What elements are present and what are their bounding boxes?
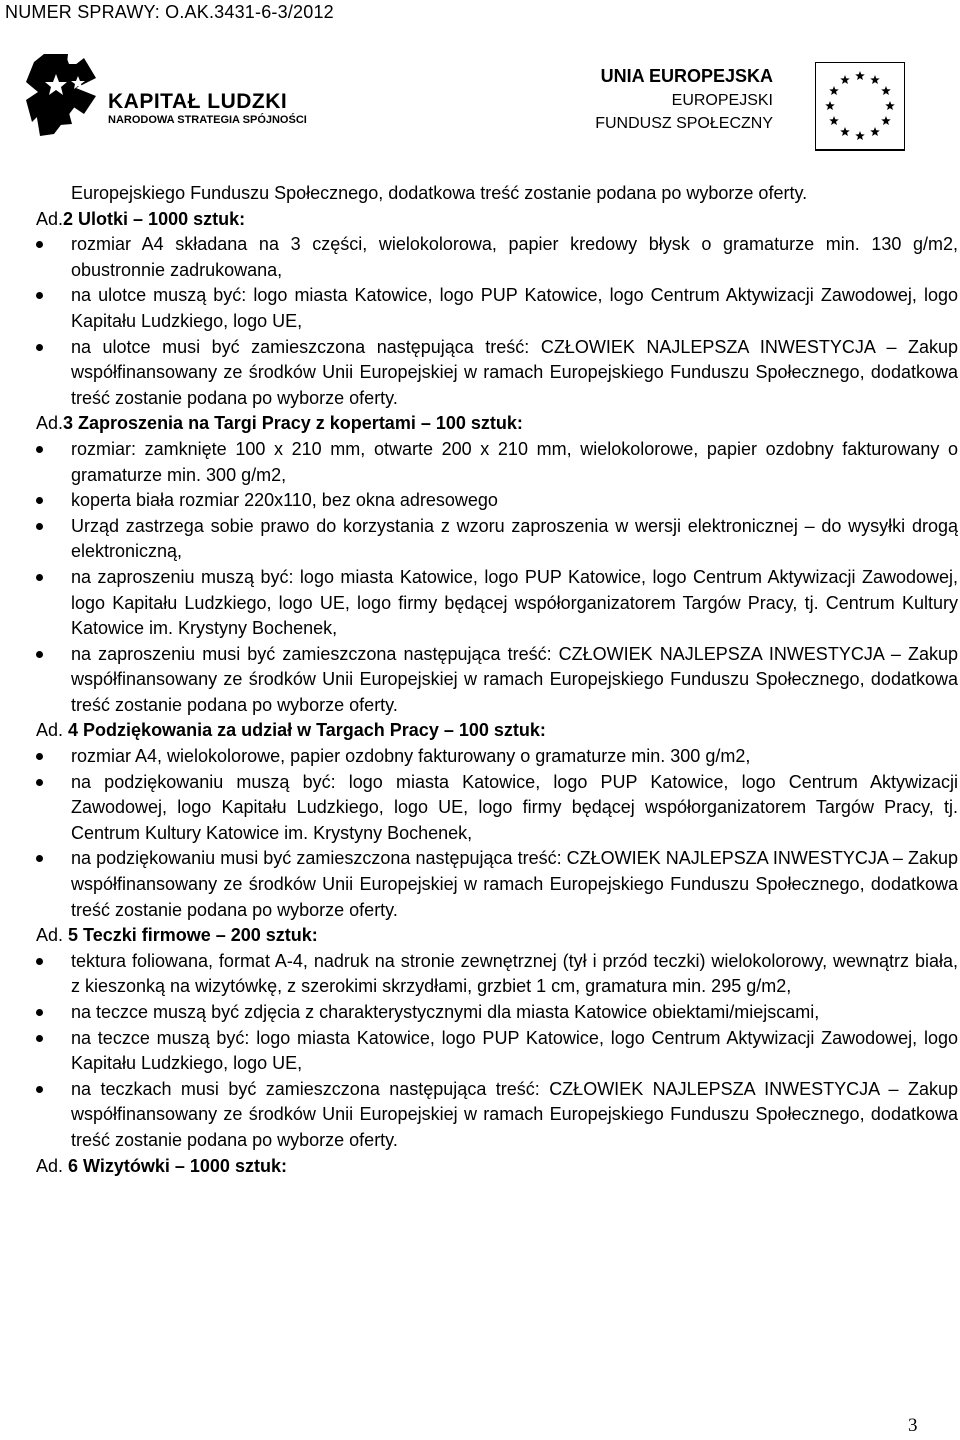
list-item [36, 488, 958, 514]
bullet-icon [36, 523, 43, 530]
list-item-text: rozmiar A4 składana na 3 części, wielokolorowa, papier kredowy błysk o gramaturze min. 130 g/m2, obustronnie zadrukowana, [71, 234, 958, 280]
list-item-text: tektura foliowana, format A-4, nadruk na stronie zewnętrznej (tył i przód teczki) wielokolorowy, wewnątrz biała, z kieszonką na wizytówkę, z szerokimi skrzydłami, grzbiet 1 cm, gramatura min. 295 g/m2, [71, 950, 958, 997]
eu-title: UNIA EUROPEJSKA [600, 66, 773, 86]
list-item [36, 232, 958, 283]
bullet-icon [36, 1035, 43, 1042]
case-number: NUMER SPRAWY: O.AK.3431-6-3/2012 [5, 2, 334, 22]
bullet-icon [36, 958, 43, 965]
list-item-text: na podziękowaniu musi być zamieszczona następująca treść: CZŁOWIEK NAJLEPSZA INWESTYCJA – Zakup współfinansowany ze środków Unii Europejskiej w ramach Europejskiego Funduszu Społecznego, dodatkowa treść zostanie podana po wyborze oferty. [71, 848, 958, 920]
kapital-ludzki-logo [26, 52, 326, 142]
eu-logo [583, 62, 913, 152]
section-heading [36, 718, 958, 744]
list-item [36, 949, 958, 1000]
bullet-icon [36, 241, 43, 248]
section-prefix: Ad. [36, 208, 64, 229]
list-item [36, 283, 958, 334]
list-item-text: na ulotce musi być zamieszczona następująca treść: CZŁOWIEK NAJLEPSZA INWESTYCJA – Zakup współfinansowany ze środków Unii Europejskiej w ramach Europejskiego Funduszu Społecznego, dodatkowa treść zostanie podana po wyborze oferty. [71, 336, 958, 408]
list-item-text: na zaproszeniu musi być zamieszczona następująca treść: CZŁOWIEK NAJLEPSZA INWESTYCJA – Zakup współfinansowany ze środków Unii Europejskiej w ramach Europejskiego Funduszu Społecznego, dodatkowa treść zostanie podana po wyborze oferty. [71, 643, 958, 715]
eu-line-1: EUROPEJSKI [671, 92, 773, 109]
list-item [36, 1026, 958, 1077]
section-prefix: Ad. [36, 925, 64, 946]
list-item [36, 335, 958, 412]
bullet-icon [36, 344, 43, 351]
section-title: 2 Ulotki – 1000 sztuk: [63, 208, 246, 229]
list-item [36, 1077, 958, 1154]
bullet-icon [36, 1086, 43, 1093]
page-number: 3 [908, 1415, 918, 1436]
list-item [36, 565, 958, 642]
list-item [36, 1000, 958, 1026]
bullet-icon [36, 1009, 43, 1016]
section-heading [36, 411, 958, 437]
section-title: 5 Teczki firmowe – 200 sztuk: [63, 925, 318, 946]
list-item-text: na teczce muszą być zdjęcia z charakterystycznymi dla miasta Katowice obiektami/miejscami, [71, 1002, 820, 1022]
list-item-text: rozmiar: zamknięte 100 x 210 mm, otwarte 200 x 210 mm, wielokolorowe, papier ozdobny fakturowany o gramaturze min. 300 g/m2, [71, 438, 958, 485]
section-title: 6 Wizytówki – 1000 sztuk: [63, 1155, 287, 1176]
section-prefix: Ad. [36, 720, 64, 741]
list-item [36, 642, 958, 719]
list-item-text: na teczce muszą być: logo miasta Katowice, logo PUP Katowice, logo Centrum Aktywizacji Zawodowej, logo Kapitału Ludzkiego, logo UE, [71, 1027, 958, 1074]
bullet-icon [36, 651, 43, 658]
eu-line-2: FUNDUSZ SPOŁECZNY [595, 115, 773, 132]
kapital-ludzki-emblem [26, 52, 106, 140]
bullet-icon [36, 855, 43, 862]
bullet-icon [36, 446, 43, 453]
list-item-text: Urząd zastrzega sobie prawo do korzystania z wzoru zaproszenia w wersji elektronicznej – do wysyłki drogą elektroniczną, [71, 515, 958, 562]
section-heading [36, 923, 958, 949]
section-heading [36, 1154, 958, 1180]
list-item [36, 770, 958, 847]
list-item [36, 437, 958, 488]
list-item [36, 744, 958, 770]
section-prefix: Ad. [36, 413, 64, 434]
eu-stars-icon [815, 62, 905, 152]
list-item-text: na podziękowaniu muszą być: logo miasta Katowice, logo PUP Katowice, logo Centrum Aktywizacji Zawodowej, logo Kapitału Ludzkiego, logo UE, logo firmy będącej współorganizatorem Targów Pracy, tj. Centrum Kultury Katowice im. Krystyny Bochenek, [71, 771, 958, 843]
bullet-icon [36, 292, 43, 299]
intro-continuation: Europejskiego Funduszu Społecznego, dodatkowa treść zostanie podana po wyborze oferty. [71, 183, 808, 203]
document-body [36, 181, 958, 1179]
list-item [36, 514, 958, 565]
bullet-icon [36, 574, 43, 581]
section-title: 4 Podziękowania za udział w Targach Pracy – 100 sztuk: [63, 720, 546, 741]
bullet-icon [36, 497, 43, 504]
bullet-icon [36, 779, 43, 786]
kapital-ludzki-title: KAPITAŁ LUDZKI [108, 90, 288, 113]
list-item-text: rozmiar A4, wielokolorowe, papier ozdobny fakturowany o gramaturze min. 300 g/m2, [71, 746, 751, 767]
section-heading [36, 207, 958, 233]
kapital-ludzki-subtitle: NARODOWA STRATEGIA SPÓJNOŚCI [108, 114, 307, 126]
bullet-icon [36, 753, 43, 760]
list-item-text: na zaproszeniu muszą być: logo miasta Katowice, logo PUP Katowice, logo Centrum Aktywizacji Zawodowej, logo Kapitału Ludzkiego, logo UE, logo firmy będącej współorganizatorem Targów Pracy, tj. Centrum Kultury Katowice im. Krystyny Bochenek, [71, 566, 958, 639]
list-item-text: na teczkach musi być zamieszczona następująca treść: CZŁOWIEK NAJLEPSZA INWESTYCJA – Zakup współfinansowany ze środków Unii Europejskiej w ramach Europejskiego Funduszu Społecznego, dodatkowa treść zostanie podana po wyborze oferty. [71, 1078, 958, 1150]
section-prefix: Ad. [36, 1155, 64, 1176]
list-item [36, 846, 958, 923]
list-item-text: koperta biała rozmiar 220x110, bez okna adresowego [71, 490, 498, 511]
section-title: 3 Zaproszenia na Targi Pracy z kopertami – 100 sztuk: [63, 413, 523, 434]
list-item-text: na ulotce muszą być: logo miasta Katowice, logo PUP Katowice, logo Centrum Aktywizacji Zawodowej, logo Kapitału Ludzkiego, logo UE, [71, 285, 958, 331]
